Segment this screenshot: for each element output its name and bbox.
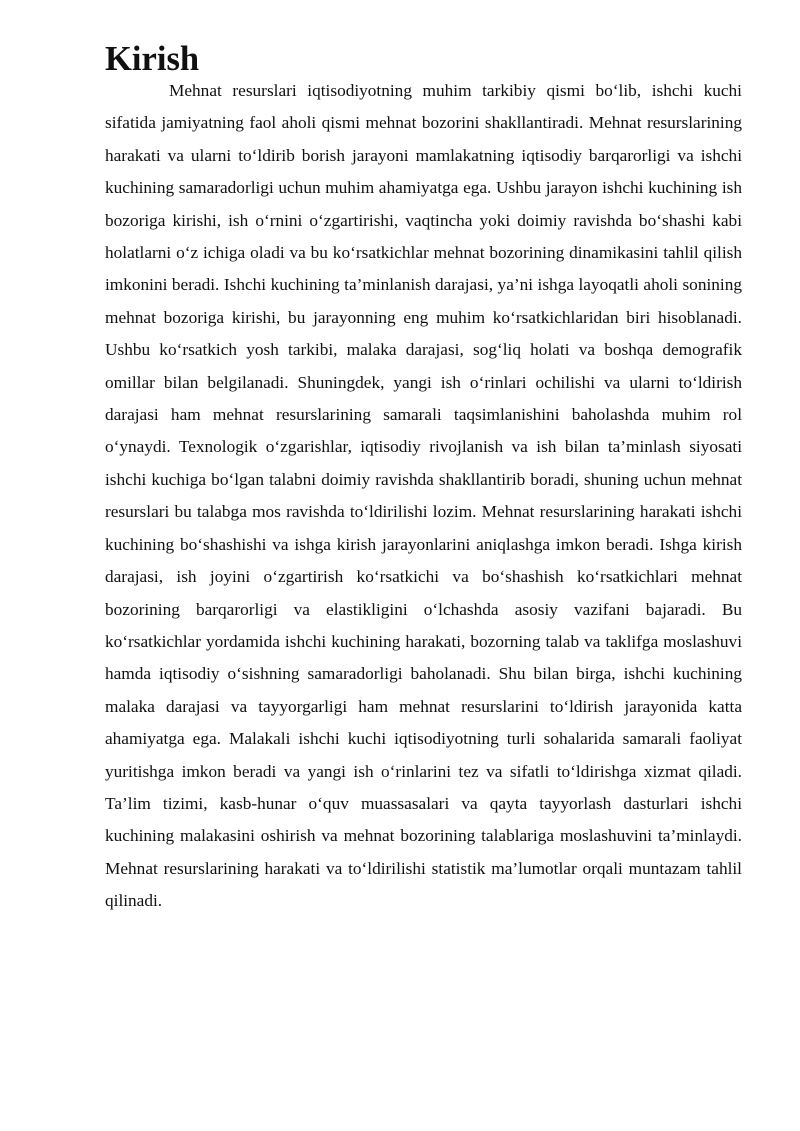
body-paragraph: Mehnat resurslari iqtisodiyotning muhim tarkibiy qismi bo‘lib, ishchi kuchi sifatida jamiyatning faol aholi qismi mehnat bozorini shakllantiradi. Mehnat resurslarining harakati va ularni to‘ldirib borish jarayoni mamlakatning iqtisodiy barqarorligi va ishchi kuchining samaradorligi uchun muhim ahamiyatga ega. Ushbu jarayon ishchi kuchining ish bozoriga kirishi, ish o‘rnini o‘zgartirishi, vaqtincha yoki doimiy ravishda bo‘shashi kabi holatlarni o‘z ichiga oladi va bu ko‘rsatkichlar mehnat bozorining dinamikasini tahlil qilish imkonini beradi. Ishchi kuchining ta’minlanish darajasi, ya’ni ishga layoqatli aholi sonining mehnat bozoriga kirishi, bu jarayonning eng muhim ko‘rsatkichlaridan biri hisoblanadi. Ushbu ko‘rsatkich yosh tarkibi, malaka darajasi, sog‘liq holati va boshqa demografik omillar bilan belgilanadi. Shuningdek, yangi ish o‘rinlari ochilishi va ularni to‘ldirish darajasi ham mehnat resurslarining samarali taqsimlanishini baholashda muhim rol o‘ynaydi. Texnologik o‘zgarishlar, iqtisodiy rivojlanish va ish bilan ta’minlash siyosati ishchi kuchiga bo‘lgan talabni doimiy ravishda shakllantirib boradi, shuning uchun mehnat resurslari bu talabga mos ravishda to‘ldirilishi lozim. Mehnat resurslarining harakati ishchi kuchining bo‘shashishi va ishga kirish jarayonlarini aniqlashga imkon beradi. Ishga kirish darajasi, ish joyini o‘zgartirish ko‘rsatkichi va bo‘shashish ko‘rsatkichlari mehnat bozorining barqarorligi va elastikligini o‘lchashda asosiy vazifani bajaradi. Bu ko‘rsatkichlar yordamida ishchi kuchining harakati, bozorning talab va taklifga moslashuvi hamda iqtisodiy o‘sishning samaradorligi baholanadi. Shu bilan birga, ishchi kuchining malaka darajasi va tayyorgarligi ham mehnat resurslarini to‘ldirish jarayonida katta ahamiyatga ega. Malakali ishchi kuchi iqtisodiyotning turli sohalarida samarali faoliyat yuritishga imkon beradi va yangi ish o‘rinlarini tez va sifatli to‘ldirishga xizmat qiladi. Ta’lim tizimi, kasb-hunar o‘quv muassasalari va qayta tayyorlash dasturlari ishchi kuchining malakasini oshirish va mehnat bozorining talablariga moslashuvini ta’minlaydi. Mehnat resurslarining harakati va to‘ldirilishi statistik ma’lumotlar orqali muntazam tahlil qilinadi. (105, 81, 742, 911)
section-heading: Kirish (105, 40, 200, 78)
document-content (105, 40, 742, 918)
